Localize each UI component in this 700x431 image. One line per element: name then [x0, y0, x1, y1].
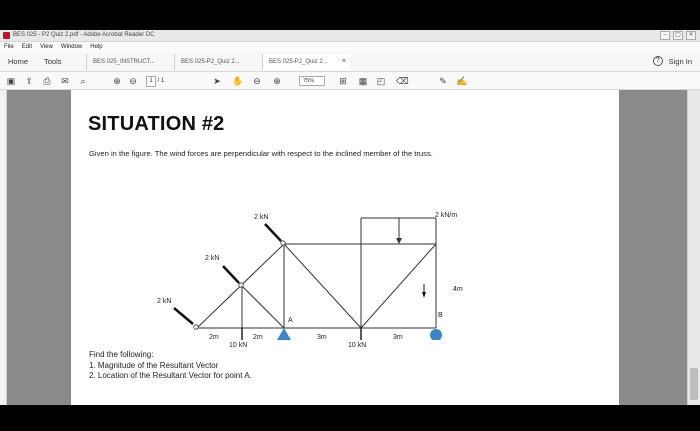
label-dim-4: 3m — [393, 334, 403, 340]
situation-heading: SITUATION #2 — [88, 113, 225, 135]
hand-tool-icon[interactable]: ✋ — [232, 76, 244, 86]
sign-in-area — [653, 56, 692, 66]
label-load-mid: 2 kN — [205, 255, 220, 262]
udl-arrow-icon — [396, 238, 402, 244]
truss-members — [197, 244, 436, 328]
label-height: 4m — [453, 286, 463, 293]
right-scrollbar[interactable] — [687, 90, 700, 405]
close-tab-icon[interactable]: × — [341, 58, 346, 65]
email-icon[interactable]: ✉ — [61, 76, 69, 86]
zoom-out-icon[interactable]: ⊖ — [253, 76, 261, 86]
doc-tab-3[interactable] — [262, 54, 350, 70]
acrobat-icon — [3, 32, 10, 39]
highlight-icon[interactable]: ⌫ — [396, 76, 409, 86]
rotate-icon[interactable]: ◰ — [376, 76, 386, 86]
left-panel-toggle[interactable] — [0, 90, 7, 405]
comment-icon[interactable]: ✎ — [439, 76, 447, 86]
doc-tab-label: BES 025_INSTRUCT... — [93, 59, 155, 65]
menu-bar — [0, 42, 700, 52]
window-controls — [660, 31, 696, 40]
document-viewer — [0, 90, 700, 405]
page-up-icon[interactable]: ⊕ — [113, 76, 121, 86]
label-load-left: 2 kN — [157, 298, 172, 305]
acrobat-window — [0, 30, 700, 405]
page-down-icon[interactable]: ⊖ — [129, 76, 137, 86]
close-icon[interactable]: ✕ — [686, 31, 696, 40]
create-icon[interactable]: ▣ — [6, 76, 16, 86]
tab-home[interactable]: Home — [8, 57, 29, 66]
find-item-2: 2. Location of the Resultant Vector for point A. — [89, 371, 252, 380]
minimize-icon[interactable]: – — [660, 31, 670, 40]
label-dim-2: 2m — [253, 334, 263, 340]
label-dim-1: 2m — [209, 334, 219, 340]
find-section — [89, 350, 252, 382]
label-udl: 2 kN/m — [435, 212, 458, 219]
toolbar — [0, 72, 700, 90]
scroll-mode-icon[interactable]: ▦ — [358, 76, 368, 86]
doc-tab-label: BES 025-P2_Quiz 2... — [181, 59, 240, 65]
doc-tab-1[interactable] — [86, 54, 174, 70]
find-item-1: 1. Magnitude of the Resultant Vector — [89, 360, 219, 370]
tab-bar — [0, 52, 700, 72]
zoom-in-icon[interactable]: ⊕ — [273, 76, 281, 86]
sign-icon[interactable]: ✍ — [456, 76, 468, 86]
page-number-input[interactable]: 1 — [146, 76, 156, 87]
menu-file[interactable]: File — [4, 44, 14, 50]
given-text: Given in the figure. The wind forces are perpendicular with respect to the inclined member of the truss. — [89, 149, 433, 158]
label-support-a: A — [288, 317, 293, 324]
truss-figure — [71, 160, 619, 340]
zoom-select[interactable]: 75% — [299, 76, 325, 86]
sign-in-link[interactable]: Sign In — [668, 56, 692, 66]
fit-page-icon[interactable]: ⊞ — [339, 76, 347, 86]
menu-edit[interactable]: Edit — [21, 44, 33, 50]
doc-tab-2[interactable] — [174, 54, 262, 70]
page-indicator — [146, 76, 164, 86]
page-total: / 1 — [157, 78, 165, 84]
label-dim-3: 3m — [317, 334, 327, 340]
help-icon[interactable]: ? — [653, 56, 663, 66]
find-title: Find the following: — [89, 350, 154, 359]
select-cursor-icon[interactable]: ➤ — [213, 76, 221, 86]
title-bar — [0, 30, 700, 42]
menu-window[interactable]: Window — [60, 44, 83, 50]
menu-view[interactable]: View — [40, 44, 53, 50]
pin-support-a — [277, 328, 291, 340]
label-support-b: B — [438, 312, 443, 319]
pdf-page — [71, 90, 619, 405]
roller-support-b — [430, 329, 442, 340]
search-icon[interactable]: ⌕ — [80, 76, 86, 86]
upload-icon[interactable]: ⇪ — [25, 76, 33, 86]
label-load-top: 2 kN — [254, 214, 269, 221]
maximize-icon[interactable]: ▢ — [673, 31, 683, 40]
print-icon[interactable]: ⎙ — [43, 76, 51, 86]
tab-tools[interactable]: Tools — [44, 57, 62, 66]
menu-help[interactable]: Help — [90, 44, 103, 50]
doc-tab-label: BES 025-P2_Quiz 2... — [269, 59, 328, 65]
label-load-bottom-2: 10 kN — [348, 342, 367, 349]
scroll-thumb[interactable] — [690, 368, 698, 400]
label-load-bottom-1: 10 kN — [229, 342, 248, 349]
window-title: BES 025 - P2 Quiz 2.pdf - Adobe Acrobat Reader DC — [13, 32, 155, 38]
